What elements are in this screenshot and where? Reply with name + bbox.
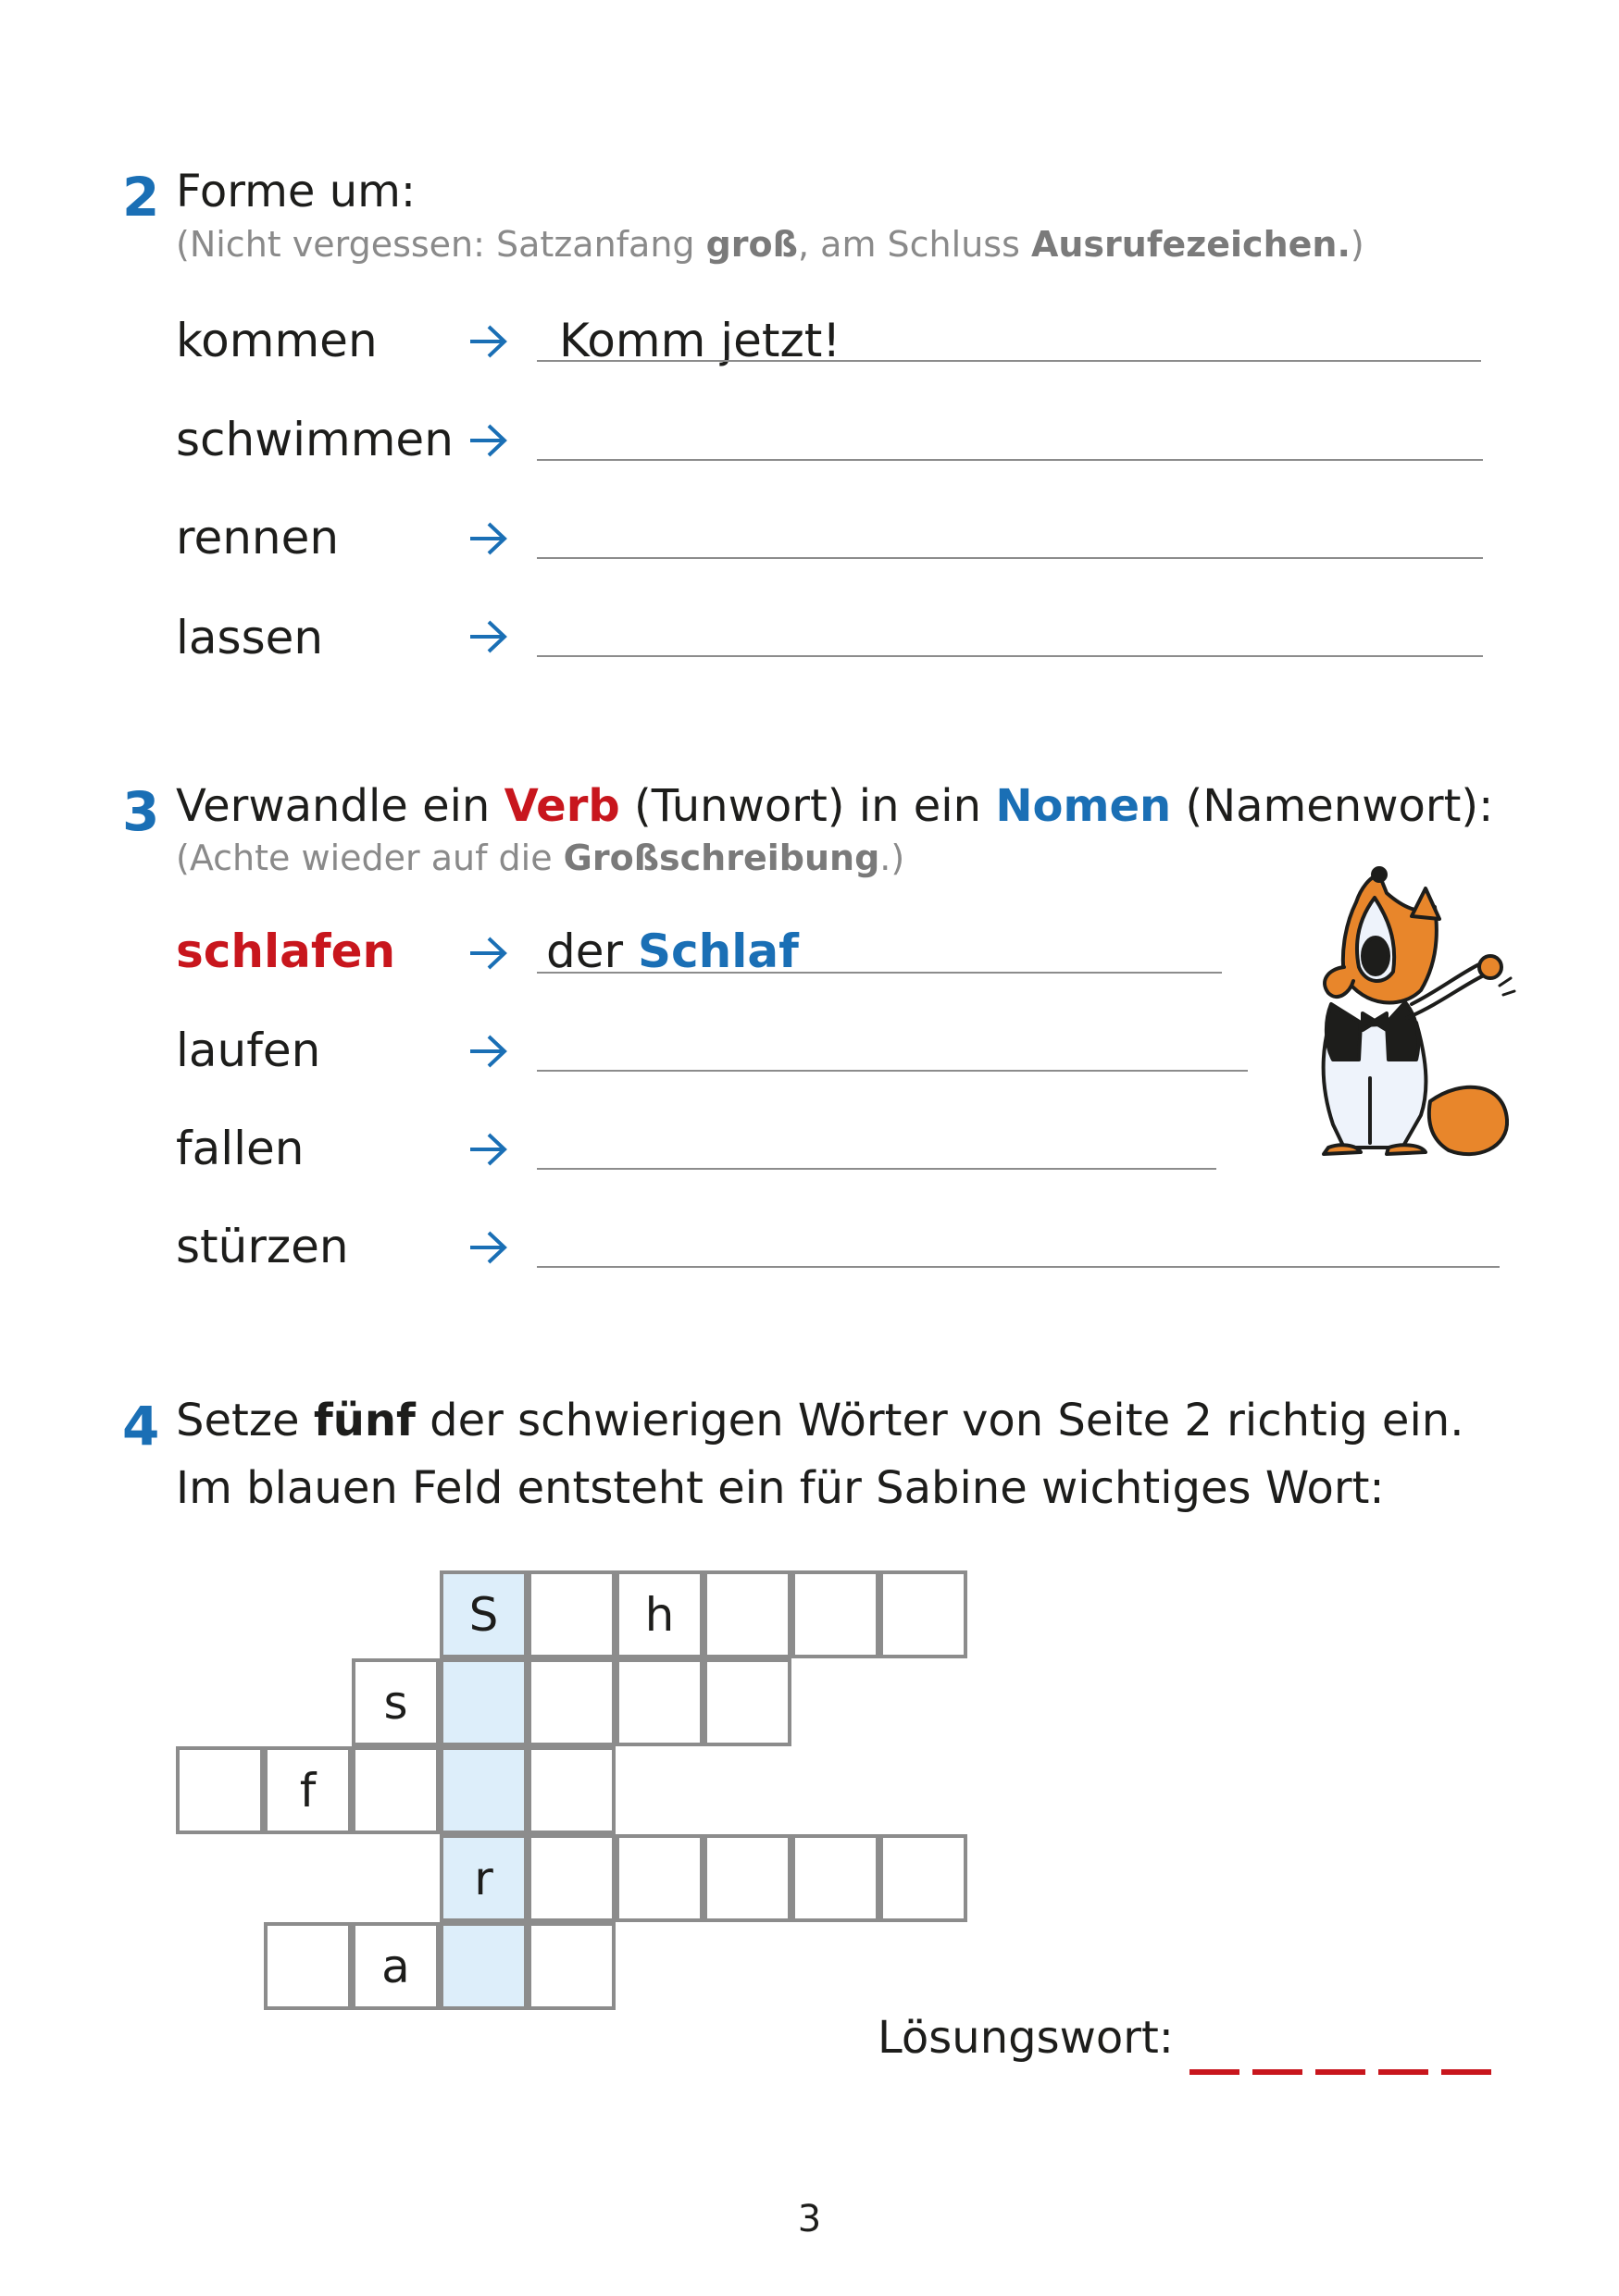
crossword-cell[interactable] [616,1658,704,1746]
crossword-cell[interactable]: a [352,1922,440,2010]
crossword-cell[interactable]: h [616,1570,704,1658]
arrow-right-icon [468,422,509,459]
verb-stuerzen: stürzen [176,1220,349,1273]
crossword-cell[interactable] [528,1746,616,1834]
crossword-cell[interactable] [264,1922,352,2010]
task-2-hint: (Nicht vergessen: Satzanfang groß, am Schluss Ausrufezeichen.) [176,224,1364,265]
solution-blank[interactable] [1378,2069,1428,2075]
answer-line-schwimmen[interactable] [537,459,1483,461]
verb-laufen: laufen [176,1024,321,1077]
crossword-cell[interactable] [616,1834,704,1922]
crossword-cell[interactable]: S [440,1570,528,1658]
answer-line-rennen[interactable] [537,557,1483,559]
crossword-grid [176,1570,972,2024]
crossword-cell[interactable]: s [352,1658,440,1746]
verb-lassen: lassen [176,611,324,664]
page-number: 3 [797,2198,822,2240]
answer-line-laufen[interactable] [537,1070,1248,1072]
verb-fallen: fallen [176,1122,305,1175]
crossword-cell[interactable] [528,1834,616,1922]
task-3-number: 3 [122,780,160,843]
solution-blank[interactable] [1252,2069,1302,2075]
crossword-cell[interactable] [879,1834,967,1922]
answer-line-schlafen[interactable] [537,972,1222,974]
crossword-cell[interactable] [528,1570,616,1658]
arrow-right-icon [468,520,509,557]
crossword-cell[interactable] [704,1570,791,1658]
arrow-right-icon [468,323,509,360]
arrow-right-icon [468,1131,509,1168]
crossword-cell[interactable] [440,1746,528,1834]
arrow-right-icon [468,1229,509,1266]
answer-line-lassen[interactable] [537,655,1483,657]
crossword-cell[interactable]: r [440,1834,528,1922]
crossword-cell[interactable] [440,1658,528,1746]
crossword-cell[interactable] [704,1834,791,1922]
task-3-hint: (Achte wieder auf die Großschreibung.) [176,838,905,878]
crossword-cell[interactable] [704,1658,791,1746]
verb-schwimmen: schwimmen [176,413,454,466]
arrow-right-icon [468,1033,509,1070]
answer-line-fallen[interactable] [537,1168,1216,1170]
solution-blank[interactable] [1315,2069,1365,2075]
solution-label: Lösungswort: [878,2012,1174,2064]
crossword-cell[interactable]: f [264,1746,352,1834]
answer-line-kommen[interactable] [537,360,1481,362]
crossword-cell[interactable] [528,1658,616,1746]
answer-kommen: Komm jetzt! [559,314,841,367]
solution-blank[interactable] [1441,2069,1491,2075]
crossword-cell[interactable] [879,1570,967,1658]
task-4-line-1: Setze fünf der schwierigen Wörter von Seite 2 richtig ein. [176,1395,1464,1446]
task-3-title: Verwandle ein Verb (Tunwort) in ein Nomen (Namenwort): [176,780,1494,832]
crossword-cell[interactable] [791,1570,879,1658]
crossword-cell[interactable] [440,1922,528,2010]
crossword-cell[interactable] [176,1746,264,1834]
crossword-cell[interactable] [791,1834,879,1922]
verb-kommen: kommen [176,314,378,367]
verb-schlafen: schlafen [176,925,396,978]
crossword-cell[interactable] [352,1746,440,1834]
answer-schlafen: der Schlaf [546,925,799,978]
solution-blank[interactable] [1189,2069,1239,2075]
crossword-cell[interactable] [528,1922,616,2010]
answer-line-stuerzen[interactable] [537,1266,1500,1268]
fox-yawning-illustration [1240,865,1518,1185]
arrow-right-icon [468,618,509,655]
arrow-right-icon [468,935,509,972]
task-2-title: Forme um: [176,166,417,217]
task-4-line-2: Im blauen Feld entsteht ein für Sabine wichtiges Wort: [176,1462,1385,1514]
task-4-number: 4 [122,1395,160,1458]
task-2-number: 2 [122,166,160,229]
verb-rennen: rennen [176,511,340,565]
